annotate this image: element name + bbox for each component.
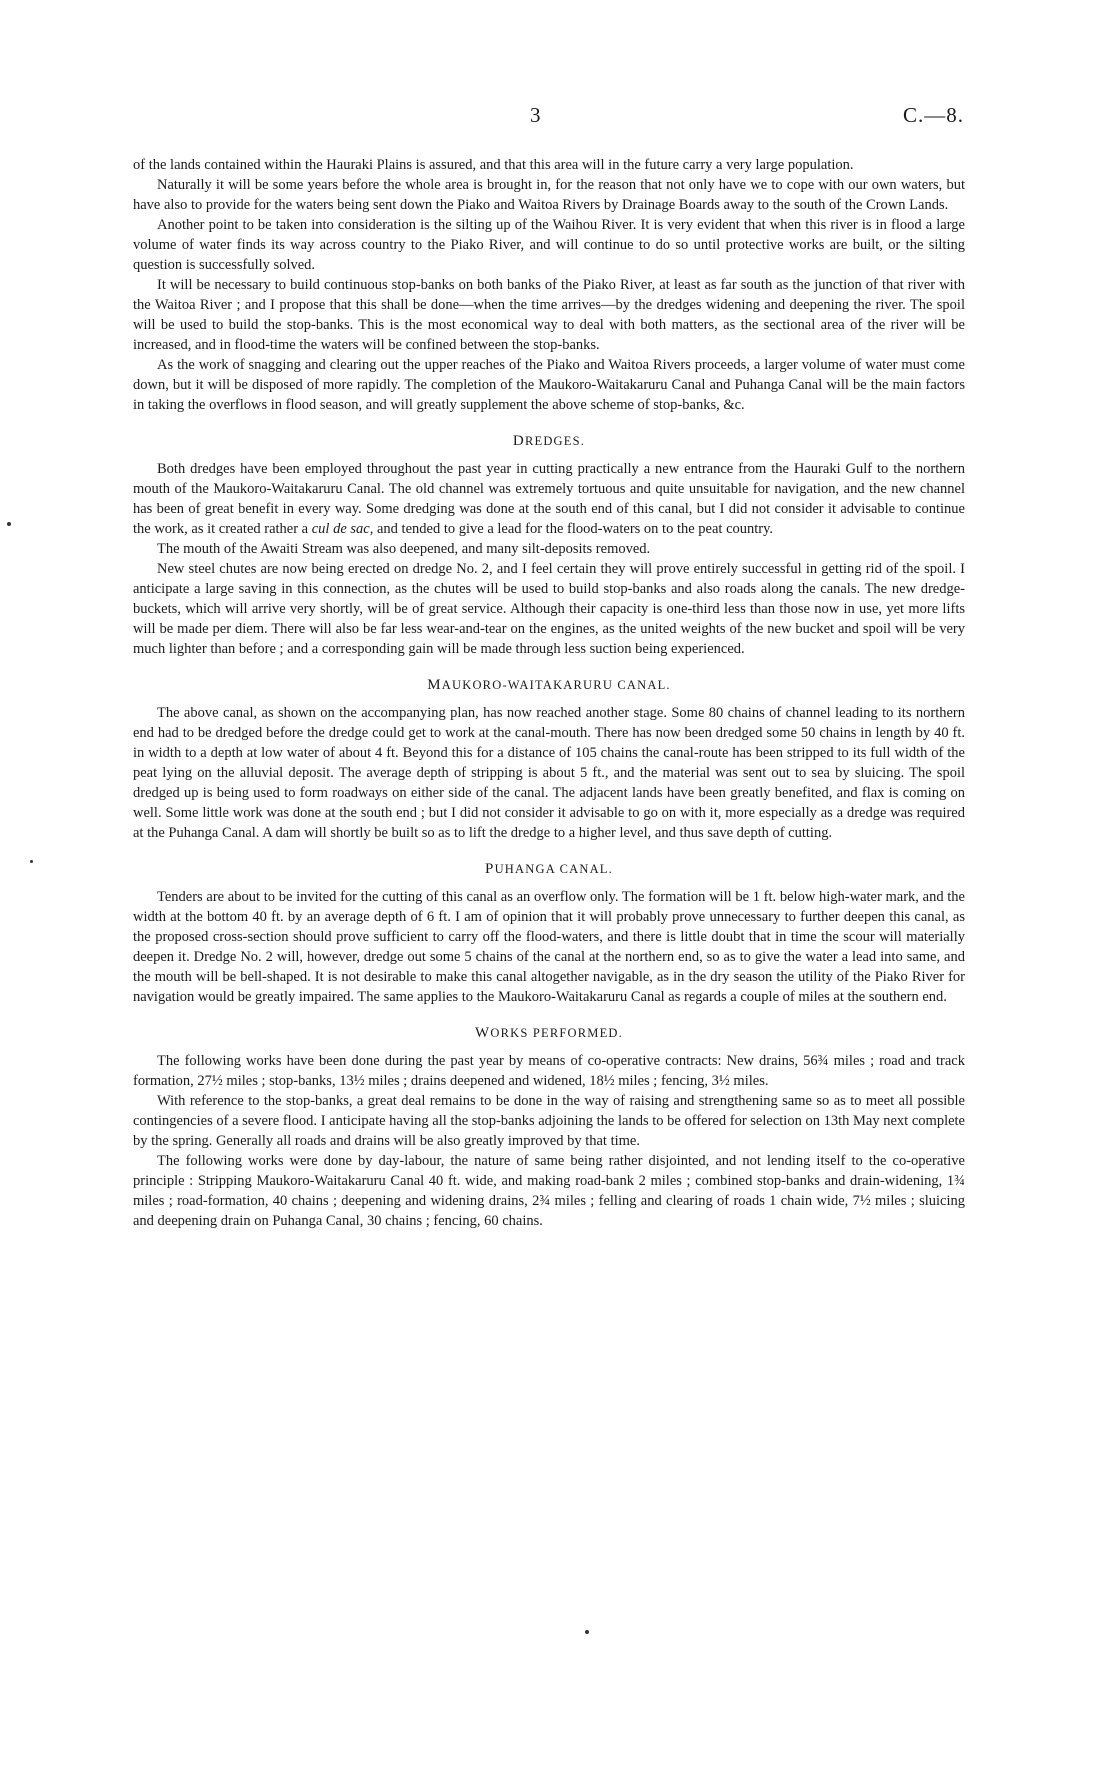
paragraph: New steel chutes are now being erected on dredge No. 2, and I feel certain they will prove entirely successful in getting rid of the spoil. I anticipate a large saving in this connection, as the chutes will be used to build stop-banks and also roads along the canals. The new dredge-buckets, which will arrive very shortly, will be of great service. Although their capacity is one-third less than those now in use, yet more lifts will be made per diem. There will also be far less wear-and-tear on the engines, as the united weights of the new bucket and spoil will be very much lighter than before ; and a corresponding gain will be made through less suction being experienced. bbox=[133, 561, 965, 657]
page-number: 3 bbox=[530, 103, 541, 127]
paragraph: The following works were done by day-labour, the nature of same being rather disjointed, and not lending itself to the co-operative principle : Stripping Maukoro-Waitakaruru Canal 40 ft. wide, and making road-bank 2 miles ; combined stop-banks and drain-widening, 1¾ miles ; road-formation, 40 chains ; deepening and widening drains, 2¾ miles ; felling and clearing of roads 1 chain wide, 7½ miles ; sluicing and deepening drain on Puhanga Canal, 30 chains ; fencing, 60 chains. bbox=[133, 1153, 965, 1229]
paragraph: of the lands contained within the Hauraki Plains is assured, and that this area will in the future carry a very large population. bbox=[133, 157, 854, 173]
section-heading-maukoro-canal: MAUKORO-WAITAKARURU CANAL. bbox=[427, 677, 671, 693]
text-span: and tended to give a lead for the flood-waters on to the peat country. bbox=[376, 521, 774, 537]
paragraph: The following works have been done during the past year by means of co-operative contracts: New drains, 56¾ miles ; road and track formation, 27½ miles ; stop-banks, 13½ miles ; drains deepened and widened, 18½ miles ; fencing, 3½ miles. bbox=[133, 1053, 965, 1089]
italic-phrase: cul de sac, bbox=[311, 521, 374, 537]
speck-mark bbox=[585, 1630, 589, 1634]
speck-mark bbox=[7, 522, 11, 526]
paragraph: It will be necessary to build continuous stop-banks on both banks of the Piako River, at least as far south as the junction of that river with the Waitoa River ; and I propose that this shall be done—when the time arrives—by the dredges widening and deepening the river. The spoil will be used to build the stop-banks. This is the most economical way to deal with both matters, as the sectional area of the river will be increased, and in flood-time the waters will be confined between the stop-banks. bbox=[133, 277, 965, 353]
paragraph: The above canal, as shown on the accompanying plan, has now reached another stage. Some 80 chains of channel leading to its northern end had to be dredged before the dredge could get to work at the canal-mouth. There has now been dredged some 50 chains in length by 40 ft. in width to a depth at low water of about 4 ft. Beyond this for a distance of 105 chains the canal-route has been stripped to its full width of the peat lying on the alluvial deposit. The average depth of stripping is about 5 ft., and the material was sent out to sea by sluicing. The spoil dredged up is being used to form roadways on either side of the canal. The adjacent lands have been greatly benefited, and flax is coming on well. Some little work was done at the south end ; but I did not consider it advisable to go on with it, more especially as a dredge was required at the Puhanga Canal. A dam will shortly be built so as to lift the dredge to a higher level, and thus save depth of cutting. bbox=[133, 705, 965, 841]
section-heading-dredges: DREDGES. bbox=[512, 433, 586, 449]
section-heading-puhanga-canal: PUHANGA CANAL. bbox=[485, 861, 613, 877]
document-reference: C.—8. bbox=[902, 103, 964, 127]
section-heading-works-performed: WORKS PERFORMED. bbox=[475, 1025, 623, 1041]
paragraph: Tenders are about to be invited for the cutting of this canal as an overflow only. The formation will be 1 ft. below high-water mark, and the width at the bottom 40 ft. by an average depth of 6 ft. I am of opinion that it will probably prove unnecessary to further deepen this canal, as the proposed cross-section should prove sufficient to carry off the flood-waters, and there is little doubt that in time the scour will materially deepen it. Dredge No. 2 will, however, dredge out some 5 chains of the canal at the northern end, so as to give the water a lead into same, and the mouth will be bell-shaped. It is not desirable to make this canal altogether navigable, as in the dry season the utility of the Piako River for navigation would be greatly impaired. The same applies to the Maukoro-Waitakaruru Canal as regards a couple of miles at the southern end. bbox=[133, 889, 965, 1005]
paragraph: The mouth of the Awaiti Stream was also deepened, and many silt-deposits removed. bbox=[157, 541, 651, 557]
paragraph: As the work of snagging and clearing out the upper reaches of the Piako and Waitoa Rivers proceeds, a larger volume of water must come down, but it will be disposed of more rapidly. The completion of the Maukoro-Waitakaruru Canal and Puhanga Canal will be the main factors in taking the overflows in flood season, and will greatly supplement the above scheme of stop-banks, &c. bbox=[133, 357, 965, 413]
text-span: Both dredges have been employed throughout the past year in cutting practically a new entrance from the Hauraki Gulf to the northern mouth of the Maukoro-Waitakaruru Canal. The old channel was extremely tortuous and quite unsuitable for navigation, and the new channel has been of great benefit in every way. Some dredging was done at the south end of this canal, but I did not consider it advisable to continue the work, as it created rather a bbox=[133, 461, 965, 537]
paragraph: With reference to the stop-banks, a great deal remains to be done in the way of raising and strengthening same so as to meet all possible contingencies of a severe flood. I anticipate having all the stop-banks adjoining the lands to be offered for selection on 13th May next complete by the spring. Generally all roads and drains will be also greatly improved by that time. bbox=[133, 1093, 965, 1149]
document-body bbox=[133, 155, 965, 1231]
paragraph bbox=[133, 459, 965, 539]
paragraph: Another point to be taken into consideration is the silting up of the Waihou River. It is very evident that when this river is in flood a large volume of water finds its way across country to the Piako River, and will continue to do so until protective works are built, or the silting question is successfully solved. bbox=[133, 217, 965, 273]
paragraph: Naturally it will be some years before the whole area is brought in, for the reason that not only have we to cope with our own waters, but have also to provide for the waters being sent down the Piako and Waitoa Rivers by Drainage Boards away to the south of the Crown Lands. bbox=[133, 177, 965, 213]
speck-mark bbox=[30, 860, 33, 863]
